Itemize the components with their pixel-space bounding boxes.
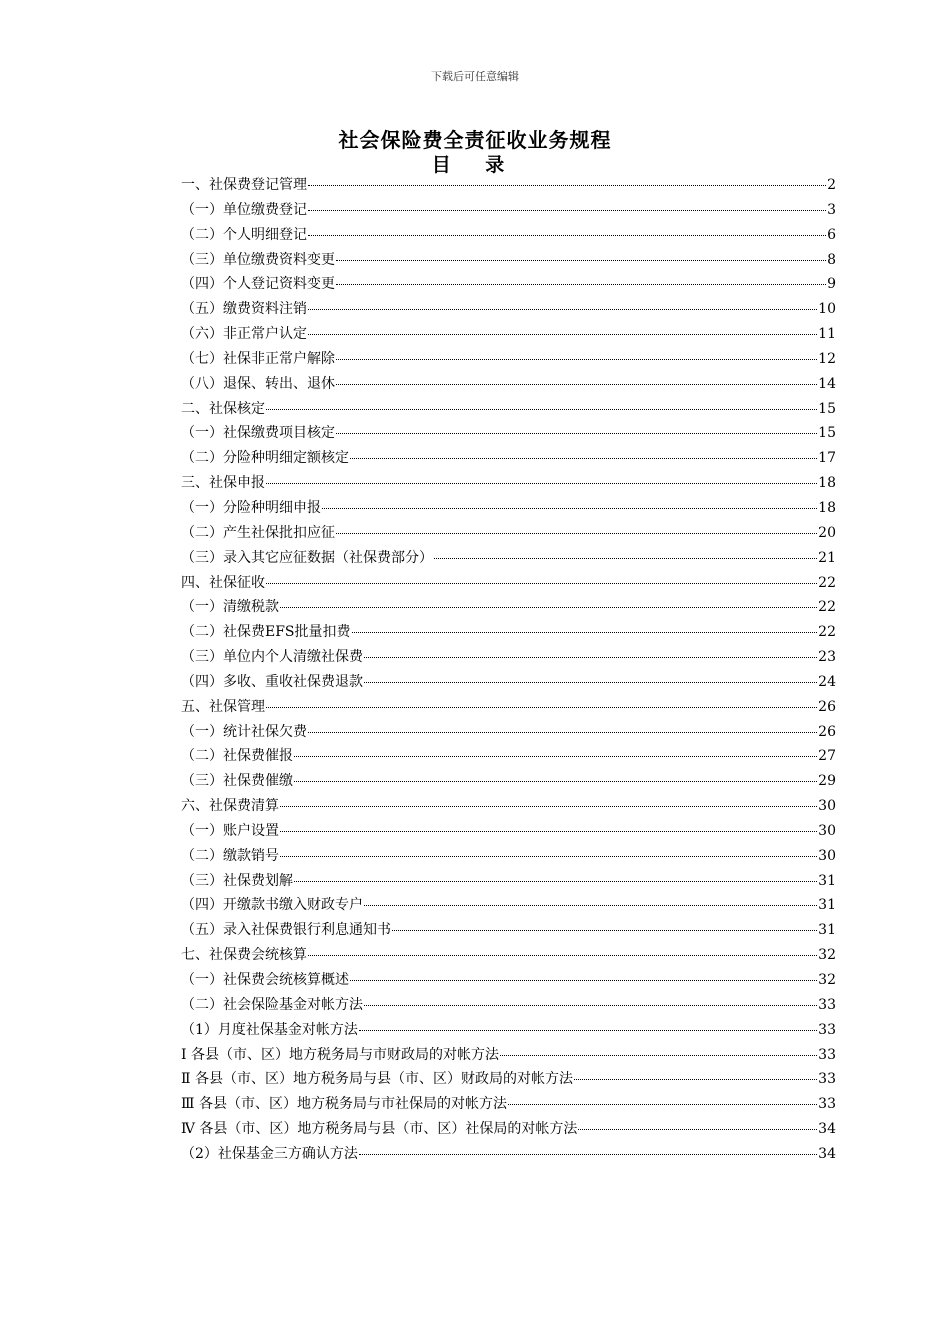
toc-entry[interactable] [181,820,836,845]
toc-entry-page: 3 [827,201,836,218]
toc-entry-label: Ⅰ 各县（市、区）地方税务局与市财政局的对帐方法 [181,1046,499,1063]
toc-entry-label: （1）月度社保基金对帐方法 [181,1021,358,1038]
toc-heading: 目 录 [431,154,519,176]
toc-entry-label: 六、社保费清算 [181,798,279,815]
toc-entry-page: 30 [818,847,836,864]
toc-entry-label: 五、社保管理 [181,698,265,715]
toc-leader-dots [500,1055,817,1056]
toc-entry-label: （八）退保、转出、退休 [181,375,335,392]
toc-entry[interactable] [181,646,836,671]
toc-leader-dots [336,433,817,434]
toc-leader-dots [280,607,817,608]
toc-entry[interactable] [181,944,836,969]
toc-leader-dots [266,583,817,584]
toc-entry-page: 21 [818,549,836,566]
toc-entry-label: （五）录入社保费银行利息通知书 [181,922,391,939]
toc-entry[interactable] [181,348,836,373]
document-title: 社会保险费全责征收业务规程 [338,128,612,152]
toc-entry-page: 15 [818,400,836,417]
toc-entry-label: （二）产生社保批扣应征 [181,524,335,541]
toc-entry[interactable] [181,199,836,224]
toc-entry[interactable] [181,273,836,298]
toc-entry-page: 32 [818,947,836,964]
toc-entry-page: 29 [818,773,836,790]
toc-entry[interactable] [181,919,836,944]
toc-entry-label: （三）单位缴费资料变更 [181,251,335,268]
toc-leader-dots [280,831,817,832]
toc-entry-page: 24 [818,673,836,690]
toc-leader-dots [574,1079,817,1080]
toc-entry-page: 33 [818,1096,836,1113]
header-note: 下载后可任意编辑 [431,70,519,83]
toc-leader-dots [336,533,817,534]
toc-leader-dots [294,756,817,757]
toc-entry-label: （四）多收、重收社保费退款 [181,673,363,690]
toc-entry-label: 四、社保征收 [181,574,265,591]
toc-leader-dots [364,1005,817,1006]
toc-entry[interactable] [181,745,836,770]
toc-entry[interactable] [181,298,836,323]
toc-entry[interactable] [181,1143,836,1168]
toc-leader-dots [350,980,817,981]
toc-entry[interactable] [181,1068,836,1093]
toc-entry-page: 17 [818,450,836,467]
toc-leader-dots [364,682,817,683]
toc-entry-label: （六）非正常户认定 [181,326,307,343]
toc-entry-label: Ⅱ 各县（市、区）地方税务局与县（市、区）财政局的对帐方法 [181,1071,573,1088]
toc-entry-label: （二）个人明细登记 [181,226,307,243]
toc-entry-page: 31 [818,897,836,914]
toc-entry-page: 33 [818,1021,836,1038]
toc-entry[interactable] [181,994,836,1019]
toc-entry-label: （一）账户设置 [181,822,279,839]
toc-entry-label: （二）分险种明细定额核定 [181,450,349,467]
toc-entry[interactable] [181,596,836,621]
toc-entry-label: （二）社会保险基金对帐方法 [181,996,363,1013]
toc-entry-label: （2）社保基金三方确认方法 [181,1145,358,1162]
toc-entry-label: （一）清缴税款 [181,599,279,616]
toc-entry-label: （三）社保费划解 [181,872,293,889]
toc-entry-page: 18 [818,475,836,492]
toc-entry-page: 10 [818,301,836,318]
toc-entry[interactable] [181,621,836,646]
toc-leader-dots [266,483,817,484]
toc-entry-page: 33 [818,1071,836,1088]
toc-entry-label: 一、社保费登记管理 [181,177,307,193]
toc-leader-dots [352,632,818,633]
toc-entry[interactable] [181,472,836,497]
toc-entry-label: 七、社保费会统核算 [181,947,307,964]
toc-entry[interactable] [181,249,836,274]
toc-entry[interactable] [181,447,836,472]
toc-entry[interactable] [181,398,836,423]
toc-entry-page: 22 [818,574,836,591]
toc-entry-page: 18 [818,499,836,516]
toc-entry-page: 34 [818,1121,836,1138]
toc-leader-dots [578,1129,817,1130]
toc-leader-dots [322,508,817,509]
toc-entry-label: （七）社保非正常户解除 [181,350,335,367]
toc-entry[interactable] [181,721,836,746]
toc-entry[interactable] [181,373,836,398]
toc-entry-page: 22 [818,624,836,641]
toc-entry-label: （四）开缴款书缴入财政专户 [181,897,363,914]
toc-entry-page: 15 [818,425,836,442]
toc-entry-label: （四）个人登记资料变更 [181,276,335,293]
toc-entry-label: （一）社保缴费项目核定 [181,425,335,442]
toc-entry[interactable] [181,1118,836,1143]
toc-leader-dots [308,309,817,310]
toc-entry-page: 31 [818,872,836,889]
toc-leader-dots [294,781,817,782]
toc-entry[interactable] [181,174,836,199]
toc-entry[interactable] [181,497,836,522]
toc-entry[interactable] [181,845,836,870]
toc-leader-dots [308,185,826,186]
toc-entry-label: （一）社保费会统核算概述 [181,972,349,988]
toc-entry[interactable] [181,224,836,249]
toc-entry-label: 二、社保核定 [181,400,265,417]
toc-leader-dots [364,905,817,906]
toc-entry-page: 23 [818,649,836,666]
toc-leader-dots [280,856,817,857]
toc-leader-dots [392,930,817,931]
toc-entry-page: 32 [818,972,836,988]
toc-entry-page: 26 [818,723,836,740]
toc-entry-label: （二）社保费EFS批量扣费 [181,624,351,641]
toc-leader-dots [359,1030,817,1031]
toc-leader-dots [308,732,817,733]
toc-entry-label: （一）单位缴费登记 [181,201,307,218]
toc-entry[interactable] [181,572,836,597]
toc-leader-dots [308,334,817,335]
toc-entry[interactable] [181,1044,836,1069]
toc-entry-page: 6 [827,226,836,243]
toc-entry[interactable] [181,1093,836,1118]
toc-leader-dots [336,384,817,385]
toc-entry-page: 27 [818,748,836,765]
toc-entry-label: Ⅲ 各县（市、区）地方税务局与市社保局的对帐方法 [181,1096,507,1113]
toc-entry-page: 30 [818,798,836,815]
toc-entry-label: （三）录入其它应征数据（社保费部分） [181,549,433,566]
toc-leader-dots [294,881,817,882]
toc-entry-label: （三）社保费催缴 [181,773,293,790]
toc-entry[interactable] [181,696,836,721]
toc-entry-page: 22 [818,599,836,616]
toc-entry[interactable] [181,894,836,919]
toc-entry[interactable] [181,1019,836,1044]
toc-entry-page: 11 [818,326,836,343]
toc-leader-dots [280,806,817,807]
toc-leader-dots [266,409,817,410]
toc-entry-label: 三、社保申报 [181,475,265,492]
toc-entry-page: 30 [818,822,836,839]
toc-entry[interactable] [181,522,836,547]
toc-entry[interactable] [181,671,836,696]
toc-entry[interactable] [181,422,836,447]
toc-entry-page: 20 [818,524,836,541]
toc-leader-dots [434,558,817,559]
toc-entry-label: （五）缴费资料注销 [181,301,307,318]
toc-entry[interactable] [181,795,836,820]
toc-entry-page: 31 [818,922,836,939]
toc-entry-page: 14 [818,375,836,392]
toc-leader-dots [336,260,826,261]
toc-leader-dots [336,284,826,285]
toc-leader-dots [308,235,826,236]
toc-leader-dots [266,707,817,708]
toc-leader-dots [336,359,817,360]
toc-entry[interactable] [181,547,836,572]
toc-entry-page: 33 [818,996,836,1013]
toc-entry-page: 26 [818,698,836,715]
toc-entry-page: 8 [827,251,836,268]
toc-entry-page: 9 [827,276,836,293]
toc-entry[interactable] [181,969,836,994]
toc-leader-dots [350,458,817,459]
toc-entry-page: 12 [818,350,836,367]
toc-leader-dots [359,1154,817,1155]
toc-entry-label: （二）缴款销号 [181,847,279,864]
toc-entry[interactable] [181,323,836,348]
toc-entry-label: Ⅳ 各县（市、区）地方税务局与县（市、区）社保局的对帐方法 [181,1121,578,1138]
toc-leader-dots [308,955,817,956]
toc-entry-page: 2 [827,177,836,193]
toc-entry[interactable] [181,870,836,895]
toc-entry-page: 34 [818,1145,836,1162]
toc-leader-dots [308,210,826,211]
toc-entry-label: （二）社保费催报 [181,748,293,765]
toc-entry[interactable] [181,770,836,795]
toc-entry-label: （一）分险种明细申报 [181,499,321,516]
toc-leader-dots [364,657,817,658]
table-of-contents [181,174,836,1168]
toc-entry-label: （一）统计社保欠费 [181,723,307,740]
toc-entry-label: （三）单位内个人清缴社保费 [181,649,363,666]
toc-entry-page: 33 [818,1046,836,1063]
toc-leader-dots [508,1104,817,1105]
